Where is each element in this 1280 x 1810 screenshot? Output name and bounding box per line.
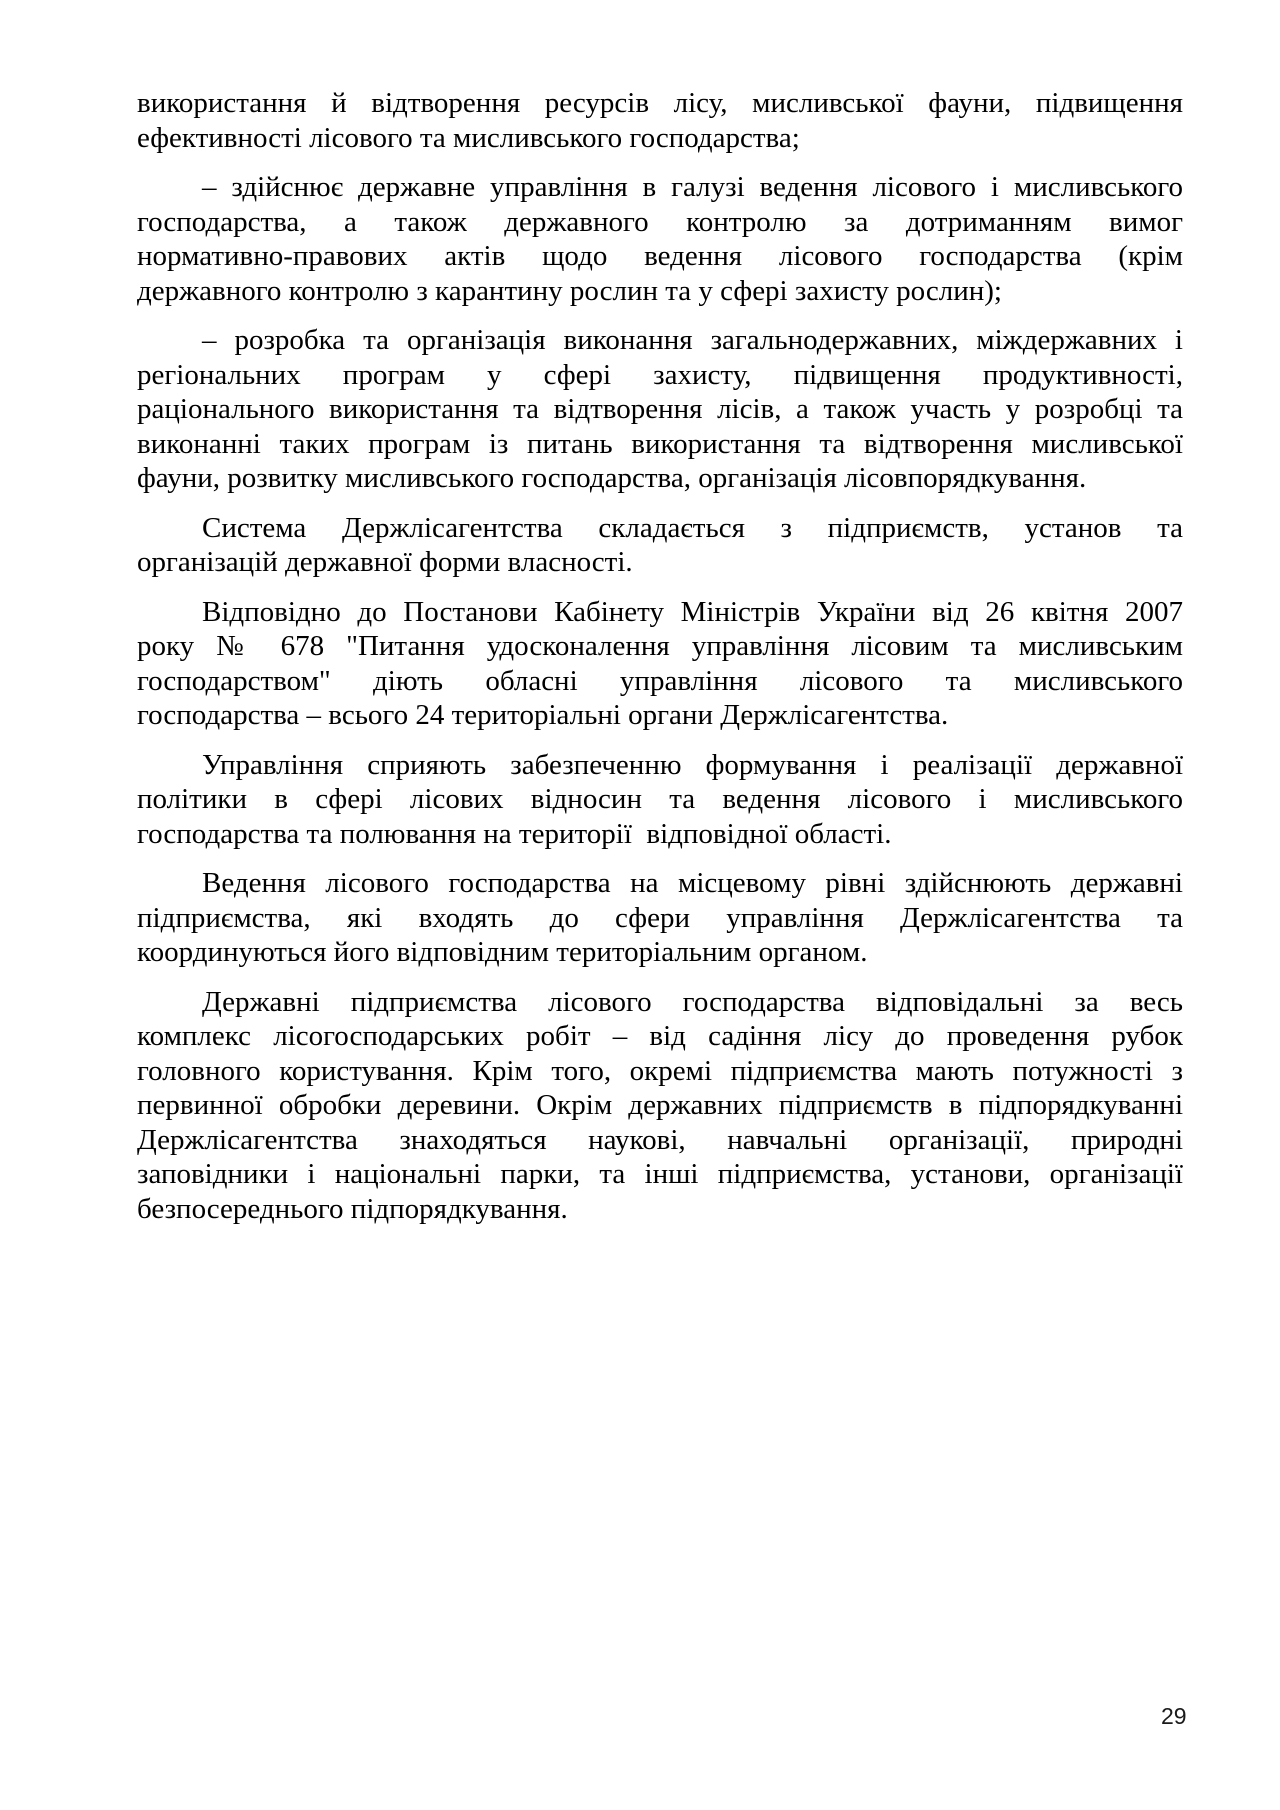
text-line: раціонального використання та відтворення лісів, а також участь у розробці та bbox=[137, 393, 1183, 425]
text-line: – здійснює державне управління в галузі ведення лісового і мисливського bbox=[202, 171, 1183, 203]
paragraph bbox=[137, 748, 1183, 852]
text-line: первинної обробки деревини. Окрім державних підприємств в підпорядкуванні bbox=[137, 1089, 1183, 1121]
text-line: Управління сприяють забезпеченню формування і реалізації державної bbox=[202, 748, 1183, 781]
text-line: регіональних програм у сфері захисту, підвищення продуктивності, bbox=[137, 358, 1183, 391]
text-line: Державні підприємства лісового господарства відповідальні за весь bbox=[202, 985, 1183, 1018]
text-line: господарства – всього 24 територіальні органи Держлісагентства. bbox=[137, 699, 949, 731]
text-line: виконанні таких програм із питань використання та відтворення мисливської bbox=[137, 427, 1183, 460]
text-line: безпосереднього підпорядкування. bbox=[137, 1192, 568, 1225]
text-line: нормативно-правових актів щодо ведення лісового господарства (крім bbox=[137, 240, 1183, 272]
text-line: державного контролю з карантину рослин та у сфері захисту рослин); bbox=[137, 274, 1002, 307]
paragraph bbox=[137, 511, 1183, 580]
text-line: Відповідно до Постанови Кабінету Міністрів України від 26 квітня 2007 bbox=[202, 595, 1183, 628]
text-line: комплекс лісогосподарських робіт – від садіння лісу до проведення рубок bbox=[137, 1020, 1183, 1052]
text-line: Система Держлісагентства складається з підприємств, установ та bbox=[202, 511, 1183, 544]
text-line: політики в сфері лісових відносин та ведення лісового і мисливського bbox=[137, 783, 1183, 815]
page-number: 29 bbox=[1161, 1703, 1187, 1729]
text-line: господарства, а також державного контролю за дотриманням вимог bbox=[137, 205, 1183, 238]
paragraph bbox=[137, 985, 1183, 1227]
text-line: фауни, розвитку мисливського господарства, організація лісовпорядкування. bbox=[137, 462, 1087, 494]
paragraph bbox=[137, 595, 1183, 733]
text-line: головного користування. Крім того, окремі підприємства мають потужності з bbox=[137, 1054, 1183, 1087]
text-line: – розробка та організація виконання загальнодержавних, міждержавних і bbox=[202, 324, 1183, 356]
paragraph bbox=[137, 866, 1183, 970]
text-line: господарством" діють обласні управління лісового та мисливського bbox=[137, 664, 1183, 697]
text-line: заповідники і національні парки, та інші підприємства, установи, організації bbox=[137, 1158, 1183, 1190]
text-line: використання й відтворення ресурсів лісу, мисливської фауни, підвищення bbox=[137, 87, 1183, 119]
paragraph bbox=[137, 323, 1183, 496]
text-line: Держлісагентства знаходяться наукові, навчальні організації, природні bbox=[137, 1123, 1183, 1156]
paragraph bbox=[137, 170, 1183, 308]
paragraph bbox=[137, 86, 1183, 155]
text-line: координуються його відповідним територіальним органом. bbox=[137, 936, 868, 968]
document-text-block bbox=[137, 86, 1183, 1241]
text-line: організацій державної форми власності. bbox=[137, 546, 633, 578]
text-line: ефективності лісового та мисливського господарства; bbox=[137, 121, 800, 154]
text-line: року № 678 "Питання удосконалення управління лісовим та мисливським bbox=[137, 630, 1183, 662]
text-line: підприємства, які входять до сфери управління Держлісагентства та bbox=[137, 901, 1183, 934]
text-line: Ведення лісового господарства на місцевому рівні здійснюють державні bbox=[202, 867, 1183, 899]
text-line: господарства та полювання на території відповідної області. bbox=[137, 817, 892, 850]
